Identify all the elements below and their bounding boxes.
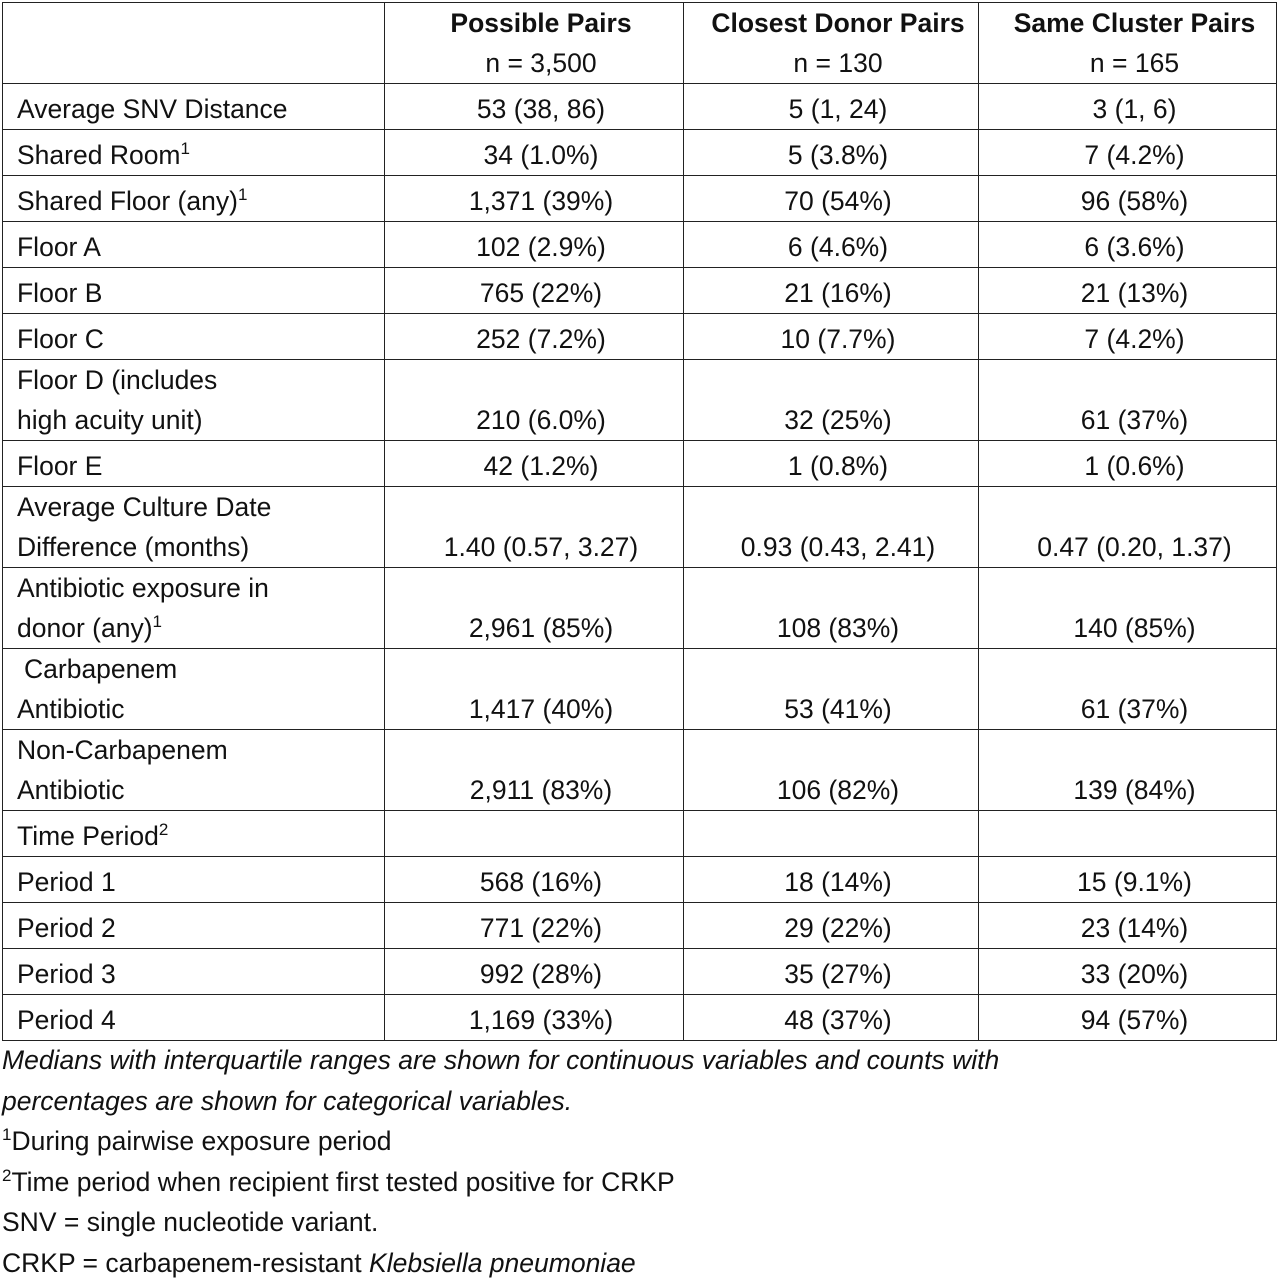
row-label bbox=[3, 130, 385, 176]
row-label-text: Shared Floor (any) bbox=[17, 186, 238, 216]
cell-value: 0.93 (0.43, 2.41) bbox=[684, 487, 979, 568]
cell-value: 29 (22%) bbox=[684, 903, 979, 949]
footnote-1 bbox=[2, 1121, 1272, 1162]
table-row bbox=[3, 568, 1277, 649]
notes-italic-line: Medians with interquartile ranges are shown for continuous variables and counts with bbox=[2, 1040, 1272, 1081]
row-label bbox=[3, 360, 385, 441]
cell-value: 94 (57%) bbox=[979, 995, 1277, 1041]
row-label-line: Carbapenem bbox=[17, 654, 177, 684]
cell-value: 15 (9.1%) bbox=[979, 857, 1277, 903]
column-n: n = 3,500 bbox=[399, 43, 683, 83]
header-empty-cell bbox=[3, 3, 385, 84]
footnote-marker: 2 bbox=[159, 820, 168, 839]
footnote-marker: 1 bbox=[153, 612, 162, 631]
column-header-closest-donor-pairs bbox=[684, 3, 979, 84]
cell-value: 568 (16%) bbox=[385, 857, 684, 903]
row-label: Period 3 bbox=[3, 949, 385, 995]
cell-value: 0.47 (0.20, 1.37) bbox=[979, 487, 1277, 568]
cell-value: 139 (84%) bbox=[979, 730, 1277, 811]
cell-value: 2,961 (85%) bbox=[385, 568, 684, 649]
cell-value: 53 (41%) bbox=[684, 649, 979, 730]
row-label bbox=[3, 487, 385, 568]
cell-value: 252 (7.2%) bbox=[385, 314, 684, 360]
abbrev-crkp bbox=[2, 1243, 1272, 1283]
row-label-line: Difference (months) bbox=[17, 532, 249, 562]
cell-value: 2,911 (83%) bbox=[385, 730, 684, 811]
row-label: Period 4 bbox=[3, 995, 385, 1041]
table-row bbox=[3, 487, 1277, 568]
cell-value: 992 (28%) bbox=[385, 949, 684, 995]
row-label: Floor E bbox=[3, 441, 385, 487]
column-title: Closest Donor Pairs bbox=[711, 8, 964, 38]
footnote-marker: 1 bbox=[238, 185, 247, 204]
footnote-2 bbox=[2, 1162, 1272, 1203]
cell-value: 140 (85%) bbox=[979, 568, 1277, 649]
table-row bbox=[3, 811, 1277, 857]
cell-value: 61 (37%) bbox=[979, 360, 1277, 441]
row-label bbox=[3, 730, 385, 811]
table-row bbox=[3, 268, 1277, 314]
abbrev-crkp-organism: Klebsiella pneumoniae bbox=[369, 1248, 636, 1278]
cell-value: 7 (4.2%) bbox=[979, 130, 1277, 176]
table-row bbox=[3, 360, 1277, 441]
row-label: Period 2 bbox=[3, 903, 385, 949]
cell-value: 106 (82%) bbox=[684, 730, 979, 811]
row-label-line: Antibiotic bbox=[17, 775, 125, 805]
table-row bbox=[3, 949, 1277, 995]
cell-value: 21 (16%) bbox=[684, 268, 979, 314]
cell-value: 1,417 (40%) bbox=[385, 649, 684, 730]
table-row bbox=[3, 130, 1277, 176]
table-row bbox=[3, 314, 1277, 360]
footnote-marker: 2 bbox=[2, 1166, 11, 1185]
row-label-text: Shared Room bbox=[17, 140, 181, 170]
footnote-text: Time period when recipient first tested positive for CRKP bbox=[11, 1167, 674, 1197]
footnote-marker: 1 bbox=[2, 1125, 11, 1144]
abbrev-crkp-prefix: CRKP = carbapenem-resistant bbox=[2, 1248, 369, 1278]
row-label bbox=[3, 811, 385, 857]
cell-value: 61 (37%) bbox=[979, 649, 1277, 730]
table-row bbox=[3, 84, 1277, 130]
row-label-text: Time Period bbox=[17, 821, 159, 851]
table-row bbox=[3, 441, 1277, 487]
row-label bbox=[3, 649, 385, 730]
table-header-row bbox=[3, 3, 1277, 84]
cell-value: 102 (2.9%) bbox=[385, 222, 684, 268]
cell-value: 1 (0.8%) bbox=[684, 441, 979, 487]
cell-value: 34 (1.0%) bbox=[385, 130, 684, 176]
cell-value: 18 (14%) bbox=[684, 857, 979, 903]
cell-value: 1 (0.6%) bbox=[979, 441, 1277, 487]
table-row bbox=[3, 730, 1277, 811]
cell-value: 48 (37%) bbox=[684, 995, 979, 1041]
row-label: Floor B bbox=[3, 268, 385, 314]
column-title: Possible Pairs bbox=[450, 8, 631, 38]
cell-value: 96 (58%) bbox=[979, 176, 1277, 222]
cell-value bbox=[385, 811, 684, 857]
column-header-possible-pairs bbox=[385, 3, 684, 84]
cell-value: 1.40 (0.57, 3.27) bbox=[385, 487, 684, 568]
cell-value: 35 (27%) bbox=[684, 949, 979, 995]
row-label-text: Average SNV Distance bbox=[17, 94, 288, 124]
column-title: Same Cluster Pairs bbox=[1014, 8, 1256, 38]
cell-value bbox=[684, 811, 979, 857]
row-label: Floor A bbox=[3, 222, 385, 268]
table-row bbox=[3, 649, 1277, 730]
column-n: n = 165 bbox=[993, 43, 1276, 83]
cell-value: 6 (4.6%) bbox=[684, 222, 979, 268]
table-row bbox=[3, 222, 1277, 268]
footnote-text: During pairwise exposure period bbox=[11, 1126, 391, 1156]
row-label-line: Floor D (includes bbox=[17, 365, 217, 395]
cell-value bbox=[979, 811, 1277, 857]
abbrev-snv: SNV = single nucleotide variant. bbox=[2, 1202, 1272, 1243]
row-label bbox=[3, 84, 385, 130]
cell-value: 6 (3.6%) bbox=[979, 222, 1277, 268]
row-label-line: high acuity unit) bbox=[17, 405, 203, 435]
row-label-line: Antibiotic exposure in bbox=[17, 573, 269, 603]
cell-value: 53 (38, 86) bbox=[385, 84, 684, 130]
row-label-line: donor (any) bbox=[17, 613, 153, 643]
row-label: Period 1 bbox=[3, 857, 385, 903]
cell-value: 5 (1, 24) bbox=[684, 84, 979, 130]
table-row bbox=[3, 995, 1277, 1041]
cell-value: 33 (20%) bbox=[979, 949, 1277, 995]
cell-value: 1,169 (33%) bbox=[385, 995, 684, 1041]
footnote-marker: 1 bbox=[181, 139, 190, 158]
row-label-line: Average Culture Date bbox=[17, 492, 271, 522]
table-row bbox=[3, 903, 1277, 949]
table-row bbox=[3, 857, 1277, 903]
row-label bbox=[3, 176, 385, 222]
table-notes bbox=[2, 1040, 1272, 1283]
cell-value: 3 (1, 6) bbox=[979, 84, 1277, 130]
cell-value: 23 (14%) bbox=[979, 903, 1277, 949]
cell-value: 771 (22%) bbox=[385, 903, 684, 949]
cell-value: 1,371 (39%) bbox=[385, 176, 684, 222]
cell-value: 42 (1.2%) bbox=[385, 441, 684, 487]
row-label-line: Antibiotic bbox=[17, 694, 125, 724]
column-header-same-cluster-pairs bbox=[979, 3, 1277, 84]
cell-value: 21 (13%) bbox=[979, 268, 1277, 314]
cell-value: 108 (83%) bbox=[684, 568, 979, 649]
cell-value: 70 (54%) bbox=[684, 176, 979, 222]
cell-value: 7 (4.2%) bbox=[979, 314, 1277, 360]
cell-value: 210 (6.0%) bbox=[385, 360, 684, 441]
column-n: n = 130 bbox=[698, 43, 978, 83]
row-label-line: Non-Carbapenem bbox=[17, 735, 228, 765]
notes-italic-line: percentages are shown for categorical variables. bbox=[2, 1081, 1272, 1122]
row-label bbox=[3, 568, 385, 649]
cell-value: 32 (25%) bbox=[684, 360, 979, 441]
cell-value: 765 (22%) bbox=[385, 268, 684, 314]
table-row bbox=[3, 176, 1277, 222]
cell-value: 5 (3.8%) bbox=[684, 130, 979, 176]
row-label: Floor C bbox=[3, 314, 385, 360]
cell-value: 10 (7.7%) bbox=[684, 314, 979, 360]
results-table bbox=[2, 2, 1277, 1041]
